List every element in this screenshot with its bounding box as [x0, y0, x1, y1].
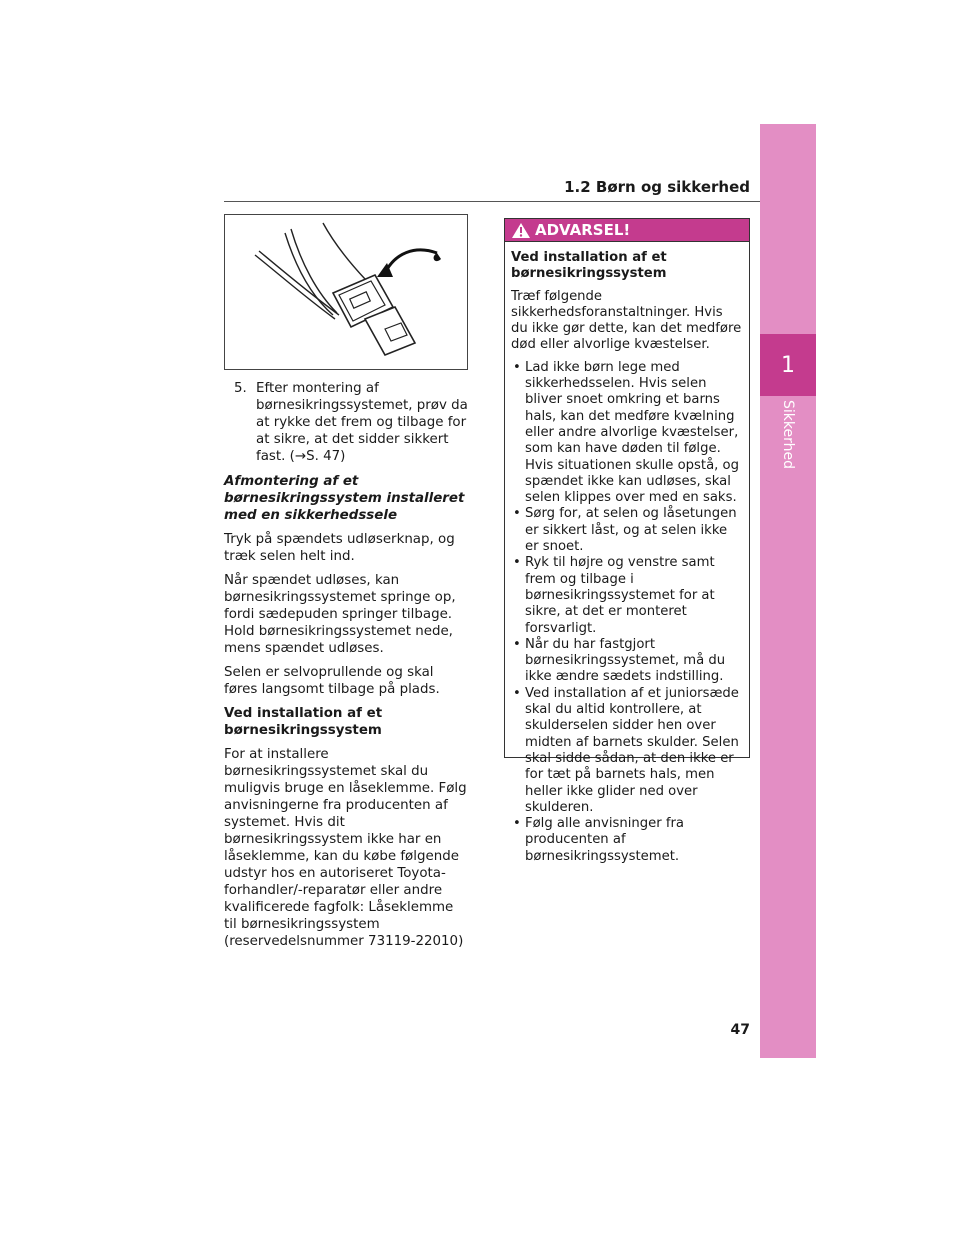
instructions-column [224, 380, 470, 957]
belt-clip-figure [224, 214, 468, 370]
warning-triangle-icon [511, 222, 531, 239]
step-number: 5. [234, 381, 247, 396]
removal-paragraph-1: Tryk på spændets udløserknap, og træk selen helt ind. [224, 532, 455, 564]
warning-item: • Følg alle anvisninger fra producenten af børnesikringssystemet. [511, 816, 743, 865]
chapter-label: Sikkerhed [780, 400, 796, 469]
removal-paragraph-2: Når spændet udløses, kan børnesikringssystemet springe op, fordi sædepuden springer tilbage. Hold børnesikringssystemet nede, mens spændet udløses. [224, 573, 456, 656]
chapter-side-tab [760, 124, 816, 1058]
install-heading: Ved installation af et børnesikringssystem [224, 706, 383, 738]
removal-heading: Afmontering af et børnesikringssystem installeret med en sikkerhedssele [224, 474, 465, 523]
step-text: Efter montering af børnesikringssystemet, prøv da at rykke det frem og tilbage for at sikre, at det sidder sikkert fast. (→S. 47) [256, 381, 468, 464]
warning-box [504, 218, 750, 864]
warning-subheading: Ved installation af et børnesikringssystem [511, 250, 667, 282]
page-number: 47 [730, 1022, 750, 1038]
warning-item: • Ryk til højre og venstre samt frem og tilbage i børnesikringssystemet for at sikre, at det er monteret forsvarligt. [511, 555, 743, 636]
belt-locking-clip-illustration [225, 215, 467, 369]
section-title: 1.2 Børn og sikkerhed [564, 178, 750, 196]
removal-paragraph-3: Selen er selvoprullende og skal føres langsomt tilbage på plads. [224, 665, 440, 697]
warning-header [505, 219, 749, 242]
warning-item: • Sørg for, at selen og låsetungen er sikkert låst, og at selen ikke er snoet. [511, 506, 743, 555]
warning-item: • Ved installation af et juniorsæde skal du altid kontrollere, at skulderselen sidder hen over midten af barnets skulder. Selen skal sidde sådan, at den ikke er for tæt på barnets hals, men heller ikke glider ned over skulderen. [511, 686, 743, 816]
warning-item: • Når du har fastgjort børnesikringssystemet, må du ikke ændre sædets indstilling. [511, 637, 743, 686]
step-5 [224, 380, 470, 465]
warning-item: • Lad ikke børn lege med sikkerhedsselen. Hvis selen bliver snoet omkring et barns hals, kan det medføre kvælning eller andre alvorlige kvæstelser, som kan have døden til følge. Hvis situationen skulle opstå, og spændet ikke kan udløses, skal selen klippes over med en saks. [511, 360, 743, 507]
warning-title: ADVARSEL! [535, 221, 631, 239]
warning-list [511, 360, 743, 865]
warning-body [505, 242, 749, 865]
install-paragraph: For at installere børnesikringssystemet skal du muligvis bruge en låseklemme. Følg anvisningerne fra producenten af systemet. Hvis dit børnesikringssystem ikke har en låseklemme, kan du købe følgende udstyr hos en autoriseret Toyota-forhandler/-reparatør eller andre kvalificerede fagfolk: Låseklemme til børnesikringssystem (reservedelsnummer 73119-22010) [224, 747, 467, 949]
header-divider [224, 201, 760, 202]
chapter-number: 1 [760, 334, 816, 396]
warning-intro: Træf følgende sikkerhedsforanstaltninger. Hvis du ikke gør dette, kan det medføre død eller alvorlige kvæstelser. [511, 288, 742, 353]
